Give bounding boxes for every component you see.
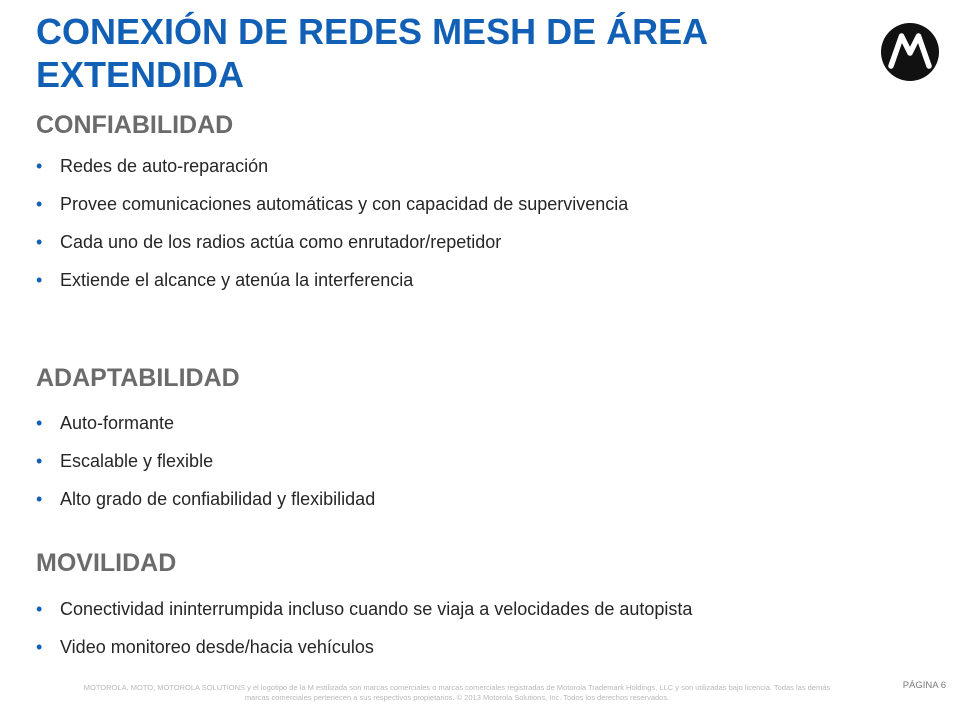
list-item: • Cada uno de los radios actúa como enrutador/repetidor: [36, 232, 502, 252]
list-item: • Extiende el alcance y atenúa la interferencia: [36, 270, 414, 290]
bullet-dot-icon: •: [36, 413, 43, 433]
list-item: • Redes de auto-reparación: [36, 156, 269, 176]
list-item: • Auto-formante: [36, 413, 175, 433]
bullet-dot-icon: •: [36, 599, 43, 619]
bullet-dot-icon: •: [36, 637, 43, 657]
page-number: PÁGINA 6: [902, 680, 946, 691]
bullet-list-adaptabilidad: [36, 411, 696, 525]
section-heading-movilidad: MOVILIDAD: [36, 549, 177, 577]
footer-legal-text: MOTOROLA, MOTO, MOTOROLA SOLUTIONS y el logotipo de la M estilizada son marcas comerciales o marcas comerciales registradas de Motorola Trademark Holdings, LLC y son utilizadas bajo licencia. Todas las demás marcas comerciales pertenecen a sus respectivos propietarios. © 2013 Motorola Solutions, Inc. Todos los derechos reservados.: [83, 683, 831, 702]
bullet-list-movilidad: [36, 597, 696, 673]
motorola-logo-icon: [880, 22, 940, 82]
bullet-dot-icon: •: [36, 451, 43, 471]
section-heading-confiabilidad: CONFIABILIDAD: [36, 111, 234, 139]
list-item: • Conectividad ininterrumpida incluso cuando se viaja a velocidades de autopista: [36, 599, 693, 619]
slide-title: [36, 10, 856, 96]
list-item: • Escalable y flexible: [36, 451, 214, 471]
bullet-dot-icon: •: [36, 156, 43, 176]
section-heading-adaptabilidad: ADAPTABILIDAD: [36, 364, 240, 392]
slide-title-line-1: CONEXIÓN DE REDES MESH DE ÁREA: [36, 11, 709, 52]
bullet-dot-icon: •: [36, 270, 43, 290]
list-item: • Provee comunicaciones automáticas y con capacidad de supervivencia: [36, 194, 629, 214]
list-item: • Alto grado de confiabilidad y flexibilidad: [36, 489, 376, 509]
list-item: • Video monitoreo desde/hacia vehículos: [36, 637, 374, 657]
bullet-dot-icon: •: [36, 232, 43, 252]
bullet-list-confiabilidad: [36, 154, 696, 306]
bullet-dot-icon: •: [36, 489, 43, 509]
slide-title-line-2: EXTENDIDA: [36, 54, 245, 95]
bullet-dot-icon: •: [36, 194, 43, 214]
